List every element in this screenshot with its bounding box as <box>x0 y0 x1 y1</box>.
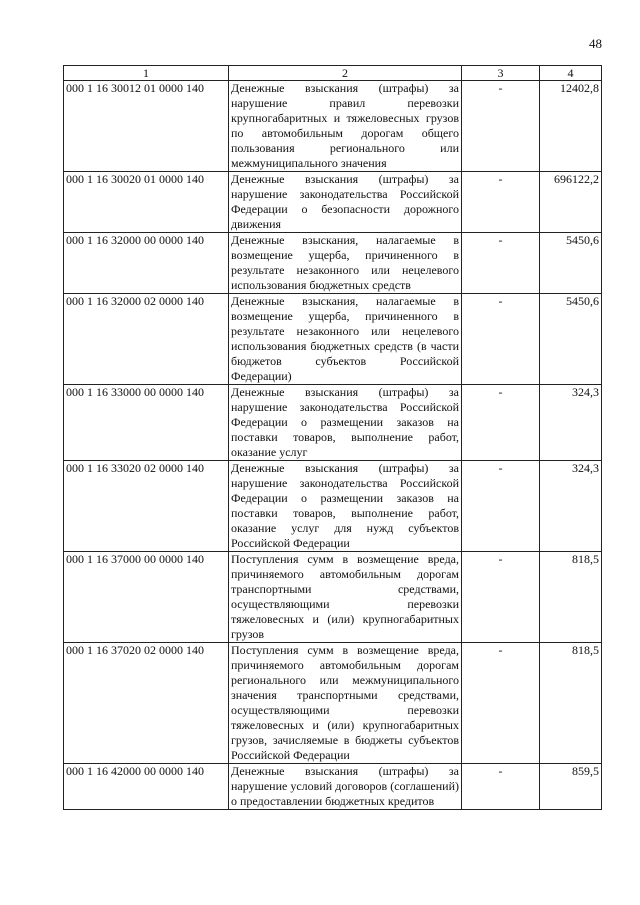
table-row <box>64 294 602 385</box>
column-header-col3: 3 <box>462 66 540 81</box>
table-header-row <box>64 66 602 81</box>
budget-revenue-table <box>63 65 602 810</box>
row-name: Денежные взыскания (штрафы) за нарушение законодательства Российской Федерации о размещении заказов на поставки товаров, выполнение работ, оказание услуг для нужд субъектов Российской Федерации <box>229 461 462 552</box>
row-name: Поступления сумм в возмещение вреда, причиняемого автомобильным дорогам транспортными средствами, осуществляющими перевозки тяжеловесных и (или) крупногабаритных грузов <box>229 552 462 643</box>
table-row <box>64 552 602 643</box>
row-code: 000 1 16 33020 02 0000 140 <box>64 461 229 552</box>
row-code: 000 1 16 30012 01 0000 140 <box>64 81 229 172</box>
row-code: 000 1 16 30020 01 0000 140 <box>64 172 229 233</box>
row-col3: - <box>462 385 540 461</box>
table-row <box>64 233 602 294</box>
row-col3: - <box>462 461 540 552</box>
row-col3: - <box>462 233 540 294</box>
row-amount: 12402,8 <box>540 81 602 172</box>
table-row <box>64 172 602 233</box>
row-code: 000 1 16 33000 00 0000 140 <box>64 385 229 461</box>
row-name: Денежные взыскания, налагаемые в возмещение ущерба, причиненного в результате незаконного или нецелевого использования бюджетных средств <box>229 233 462 294</box>
row-amount: 324,3 <box>540 385 602 461</box>
row-name: Денежные взыскания (штрафы) за нарушение условий договоров (соглашений) о предоставлении бюджетных кредитов <box>229 764 462 810</box>
row-name: Денежные взыскания, налагаемые в возмещение ущерба, причиненного в результате незаконного или нецелевого использования бюджетных средств (в части бюджетов субъектов Российской Федерации) <box>229 294 462 385</box>
row-col3: - <box>462 764 540 810</box>
row-amount: 818,5 <box>540 643 602 764</box>
column-header-name: 2 <box>229 66 462 81</box>
row-name: Денежные взыскания (штрафы) за нарушение законодательства Российской Федерации о безопасности дорожного движения <box>229 172 462 233</box>
row-code: 000 1 16 37020 02 0000 140 <box>64 643 229 764</box>
row-amount: 5450,6 <box>540 233 602 294</box>
table-row <box>64 81 602 172</box>
row-amount: 818,5 <box>540 552 602 643</box>
table-row <box>64 643 602 764</box>
row-code: 000 1 16 37000 00 0000 140 <box>64 552 229 643</box>
row-col3: - <box>462 81 540 172</box>
column-header-amount: 4 <box>540 66 602 81</box>
row-code: 000 1 16 42000 00 0000 140 <box>64 764 229 810</box>
row-name: Денежные взыскания (штрафы) за нарушение законодательства Российской Федерации о размещении заказов на поставки товаров, выполнение работ, оказание услуг <box>229 385 462 461</box>
row-name: Денежные взыскания (штрафы) за нарушение правил перевозки крупногабаритных и тяжеловесных грузов по автомобильным дорогам общего пользования регионального или межмуниципального значения <box>229 81 462 172</box>
row-code: 000 1 16 32000 02 0000 140 <box>64 294 229 385</box>
column-header-code: 1 <box>64 66 229 81</box>
row-col3: - <box>462 294 540 385</box>
row-amount: 5450,6 <box>540 294 602 385</box>
row-col3: - <box>462 552 540 643</box>
row-amount: 696122,2 <box>540 172 602 233</box>
page-number: 48 <box>589 36 602 51</box>
row-col3: - <box>462 643 540 764</box>
row-amount: 859,5 <box>540 764 602 810</box>
table-row <box>64 461 602 552</box>
row-col3: - <box>462 172 540 233</box>
table-row <box>64 385 602 461</box>
row-code: 000 1 16 32000 00 0000 140 <box>64 233 229 294</box>
table-row <box>64 764 602 810</box>
row-name: Поступления сумм в возмещение вреда, причиняемого автомобильным дорогам регионального или межмуниципального значения транспортными средствами, осуществляющими перевозки тяжеловесных и (или) крупногабаритных грузов, зачисляемые в бюджеты субъектов Российской Федерации <box>229 643 462 764</box>
row-amount: 324,3 <box>540 461 602 552</box>
